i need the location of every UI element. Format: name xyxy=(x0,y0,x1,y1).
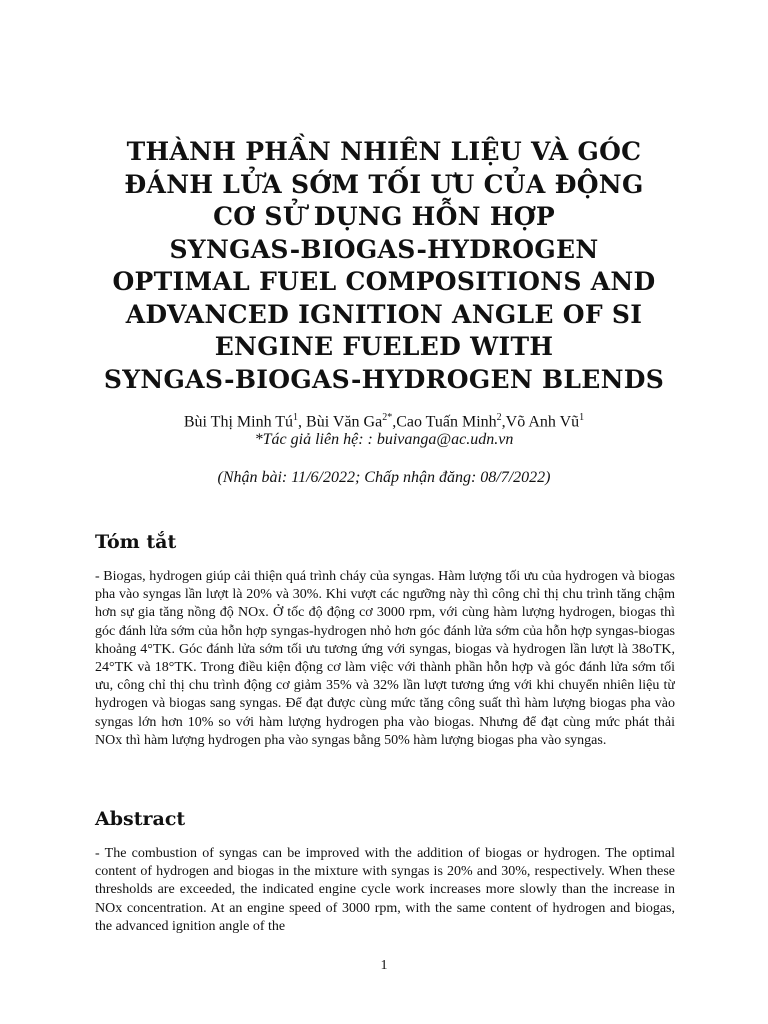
title-line: ADVANCED IGNITION ANGLE OF SI xyxy=(125,299,643,329)
author-separator: , xyxy=(298,413,307,431)
title-line: SYNGAS-BIOGAS-HYDROGEN BLENDS xyxy=(103,364,665,394)
title-line: CƠ SỬ DỤNG HỖN HỢP xyxy=(213,202,555,231)
title-line: OPTIMAL FUEL COMPOSITIONS AND xyxy=(112,267,656,296)
author-affiliation: 2 xyxy=(496,412,502,423)
corresponding-author: *Tác giả liên hệ: : buivanga@ac.udn.vn xyxy=(254,431,514,448)
author-affiliation: 2* xyxy=(382,412,393,423)
paper-title xyxy=(72,136,696,396)
author-name: Bùi Văn Ga xyxy=(306,413,383,431)
author-name: Võ Anh Vũ xyxy=(505,413,580,431)
english-abstract-heading: Abstract xyxy=(95,808,186,830)
page-number: 1 xyxy=(380,958,388,973)
english-abstract-text: - The combustion of syngas can be improved with the addition of biogas or hydrogen. The optimal content of hydrogen and biogas in the mixture with syngas is 20% and 30%, respectively. When these thresholds are exceeded, the indicated engine cycle work increases more slowly than the increase in NOx concentration. At an engine speed of 3000 rpm, with the same content of hydrogen and biogas, the advanced ignition angle of the xyxy=(95,846,675,934)
author-separator: , xyxy=(501,413,506,431)
author-list xyxy=(60,408,708,432)
author-name: Bùi Thị Minh Tú xyxy=(183,413,294,431)
author-affiliation: 1 xyxy=(579,412,585,423)
title-line: THÀNH PHẦN NHIÊN LIỆU VÀ GÓC xyxy=(126,137,642,166)
title-line: ENGINE FUELED WITH xyxy=(214,332,554,361)
author-separator: , xyxy=(392,413,397,431)
title-line: ĐÁNH LỬA SỚM TỐI ƯU CỦA ĐỘNG xyxy=(124,169,644,199)
vietnamese-abstract-text: - Biogas, hydrogen giúp cải thiện quá trình cháy của syngas. Hàm lượng tối ưu của hydrogen và biogas pha vào syngas lần lượt là 20% và 30%. Khi vượt các ngưỡng này thì công chỉ thị chu trình tăng chậm hơn sự gia tăng nồng độ NOx. Ở tốc độ động cơ 3000 rpm, với cùng hàm lượng hydrogen, biogas thì góc đánh lửa sớm của hỗn hợp syngas-hydrogen nhỏ hơn góc đánh lửa sớm của hỗn hợp syngas-biogas khoảng 4°TK. Góc đánh lửa sớm tối ưu tương ứng với syngas, biogas và hydrogen lần lượt là 38oTK, 24°TK và 18°TK. Trong điều kiện động cơ làm việc với thành phần hỗn hợp và góc đánh lửa sớm tối ưu, công chỉ thị chu trình động cơ giảm 35% và 32% lần lượt tương ứng với khi chuyển nhiên liệu từ hydrogen và biogas sang syngas. Để đạt được cùng mức tăng công suất thì hàm lượng biogas pha vào syngas lớn hơn 10% so với hàm lượng hydrogen pha vào biogas. Nhưng để đạt cùng mức phát thải NOx thì hàm lượng hydrogen pha vào syngas bằng 50% hàm lượng biogas pha vào syngas. xyxy=(95,569,675,748)
title-line: SYNGAS-BIOGAS-HYDROGEN xyxy=(169,234,599,264)
author-affiliation: 1 xyxy=(293,412,299,423)
author-name: Cao Tuấn Minh xyxy=(396,413,497,431)
vietnamese-abstract-heading: Tóm tắt xyxy=(95,531,177,553)
submission-dates: (Nhận bài: 11/6/2022; Chấp nhận đăng: 08/7/2022) xyxy=(217,469,551,486)
